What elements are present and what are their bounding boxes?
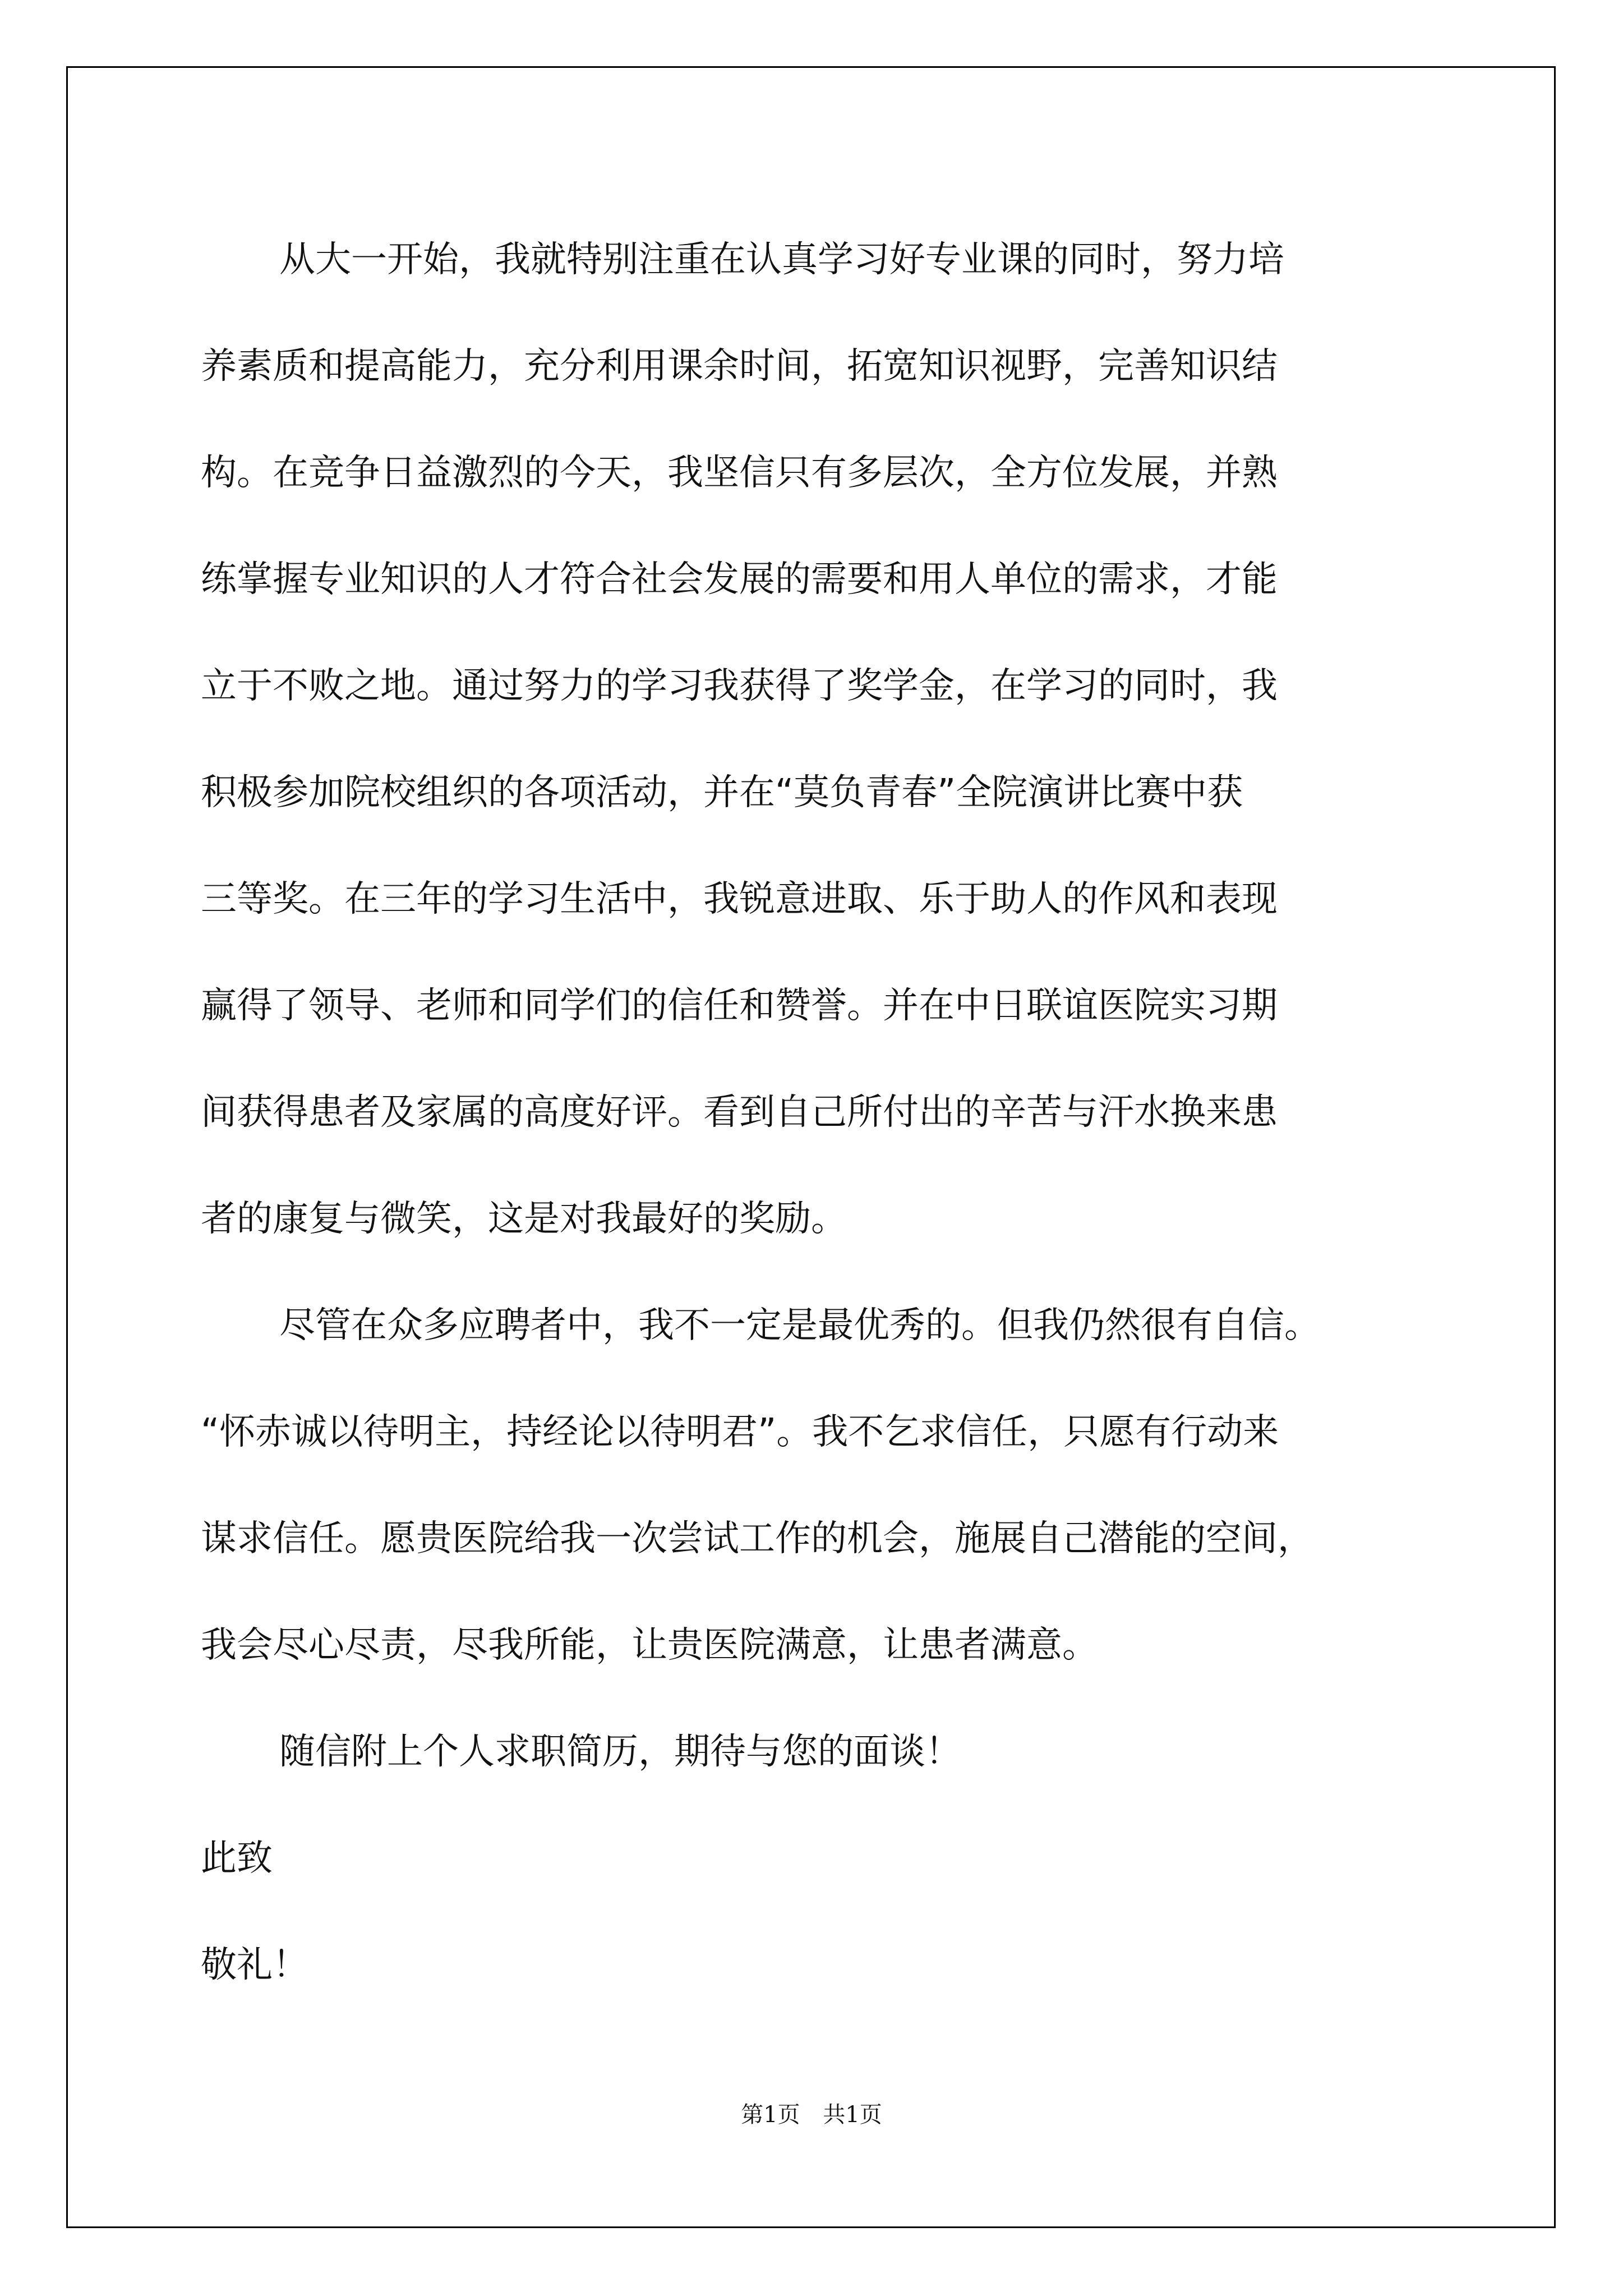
paragraph-line: 赢得了领导、老师和同学们的信任和赞誉。并在中日联谊医院实习期 (201, 985, 1278, 1027)
paragraph-line: 练掌握专业知识的人才符合社会发展的需要和用人单位的需求，才能 (201, 559, 1278, 600)
page-total: 共1页 (823, 2102, 882, 2128)
paragraph-line: 间获得患者及家属的高度好评。看到自己所付出的辛苦与汗水换来患 (201, 1092, 1278, 1133)
paragraph-line: 从大一开始，我就特别注重在认真学习好专业课的同时，努力培 (279, 239, 1284, 280)
paragraph-line: 积极参加院校组织的各项活动，并在“莫负青春”全院演讲比赛中获 (201, 772, 1243, 813)
paragraph-line: 立于不败之地。通过努力的学习我获得了奖学金，在学习的同时，我 (201, 665, 1278, 707)
paragraph-line: 者的康复与微笑，这是对我最好的奖励。 (201, 1198, 847, 1240)
closing-line: 此致 (201, 1838, 273, 1879)
paragraph-line: 我会尽心尽责，尽我所能，让贵医院满意，让患者满意。 (201, 1625, 1098, 1666)
paragraph-line: “怀赤诚以待明主，持经论以待明君”。我不乞求信任，只愿有行动来 (201, 1411, 1279, 1453)
paragraph-line: 尽管在众多应聘者中，我不一定是最优秀的。但我仍然很有自信。 (279, 1305, 1320, 1346)
paragraph-line: 养素质和提高能力，充分利用课余时间，拓宽知识视野，完善知识结 (201, 346, 1278, 387)
paragraph-line: 三等奖。在三年的学习生活中，我锐意进取、乐于助人的作风和表现 (201, 878, 1278, 920)
paragraph-line: 随信附上个人求职简历，期待与您的面谈！ (279, 1731, 961, 1773)
paragraph-line: 构。在竞争日益激烈的今天，我坚信只有多层次，全方位发展，并熟 (201, 452, 1278, 494)
letter-body (201, 206, 1474, 2018)
salutation-line: 敬礼！ (201, 1944, 308, 1986)
paragraph-line: 谋求信任。愿贵医院给我一次尝试工作的机会，施展自己潜能的空间， (201, 1518, 1313, 1559)
page-number: 第1页 (741, 2102, 800, 2128)
page-footer (0, 2097, 1623, 2129)
